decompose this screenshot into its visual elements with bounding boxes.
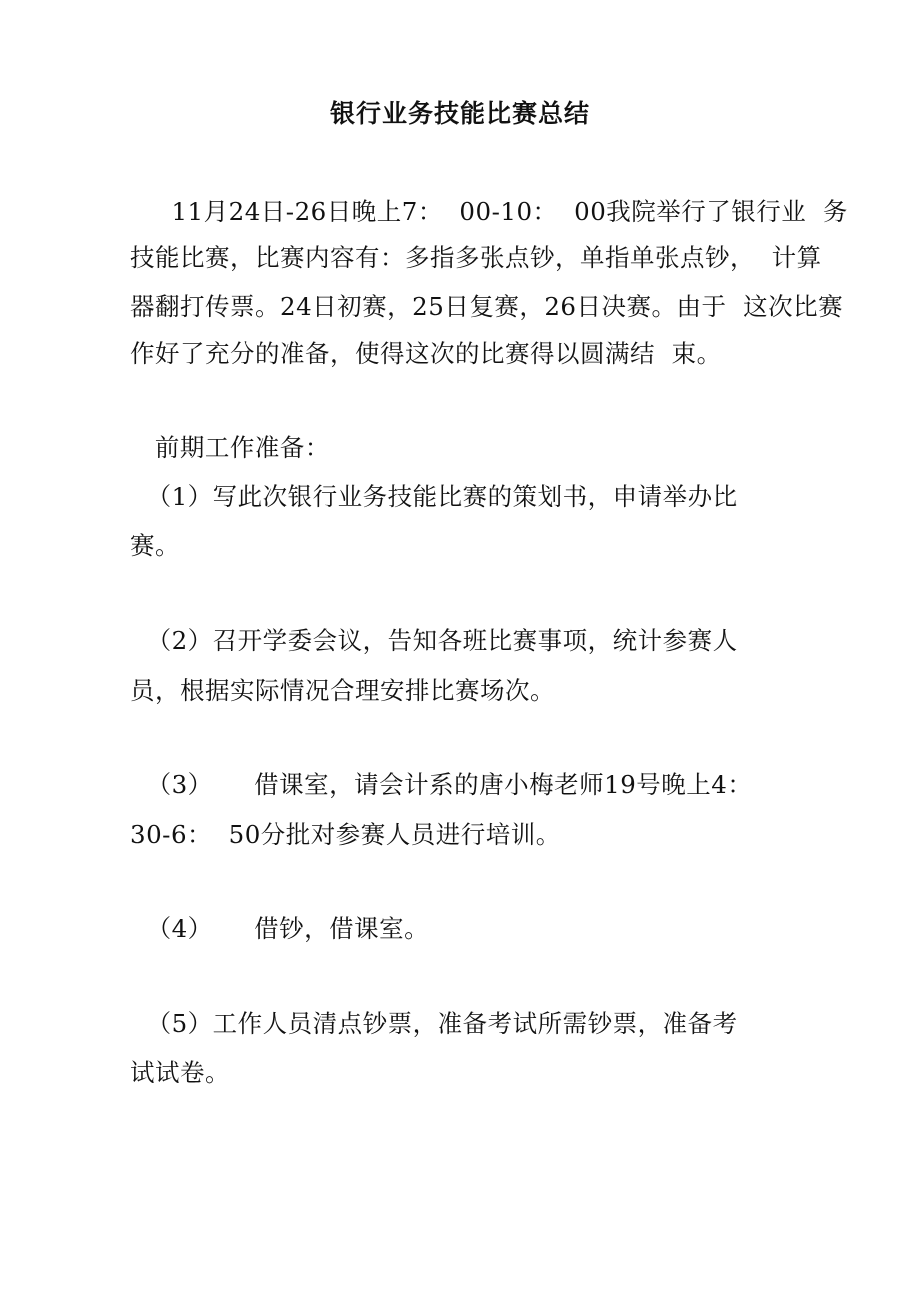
item-1-line-1: （1）写此次银行业务技能比赛的策划书，申请举办比 [130,482,738,511]
item-1-line-2: 赛。 [130,531,180,560]
intro-line-1: 11月24日-26日晚上7： 00-10： 00我院举行了银行业 务 [130,197,848,226]
item-2-line-2: 员，根据实际情况合理安排比赛场次。 [130,676,555,705]
item-2-line-1: （2）召开学委会议，告知各班比赛事项，统计参赛人 [130,626,738,655]
item-3-line-2: 30-6： 50分批对参赛人员进行培训。 [130,820,561,849]
item-5-line-2: 试试卷。 [130,1058,230,1087]
prep-heading: 前期工作准备： [130,433,330,462]
intro-line-3: 器翻打传票。24日初赛，25日复赛，26日决赛。由于 这次比赛 [130,292,844,321]
item-5-line-1: （5）工作人员清点钞票，准备考试所需钞票，准备考 [130,1009,738,1038]
intro-line-2: 技能比赛，比赛内容有：多指多张点钞，单指单张点钞， 计算 [130,243,822,272]
document-title: 银行业务技能比赛总结 [329,99,590,128]
intro-line-4: 作好了充分的准备，使得这次的比赛得以圆满结 束。 [130,339,722,368]
item-3-line-1: （3） 借课室，请会计系的唐小梅老师19号晚上4： [130,770,753,799]
item-4-line-1: （4） 借钞，借课室。 [130,914,430,943]
